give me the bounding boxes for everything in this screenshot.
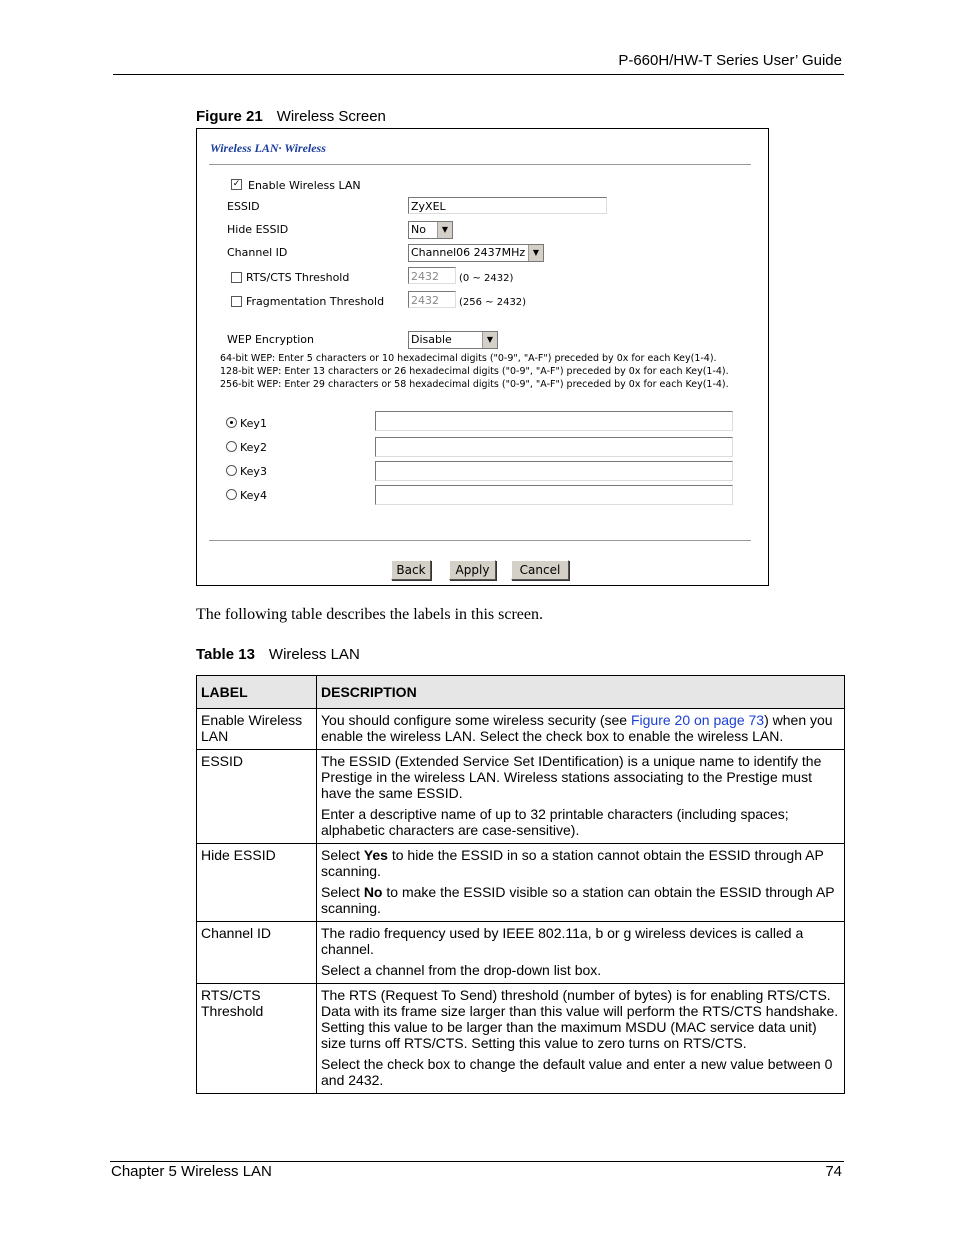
row-description [317, 844, 845, 922]
hide-essid-select[interactable] [408, 221, 453, 239]
wep-note-128: 128-bit WEP: Enter 13 characters or 26 hexadecimal digits ("0-9", "A-F") preceded by 0x for each Key(1-4). [220, 366, 729, 377]
table-header-row [197, 676, 845, 709]
figure-number: Figure 21 [196, 108, 263, 125]
row-label: Channel ID [197, 922, 317, 984]
footer-chapter: Chapter 5 Wireless LAN [111, 1163, 272, 1180]
description-table [196, 675, 845, 1094]
footer-rule [110, 1161, 844, 1162]
desc-bold: Yes [363, 847, 388, 863]
key4-input[interactable] [375, 485, 733, 505]
frag-range: (256 ~ 2432) [459, 297, 527, 308]
enable-wireless-label: Enable Wireless LAN [248, 179, 361, 192]
row-label: ESSID [197, 750, 317, 844]
table-row [197, 844, 845, 922]
table-number: Table 13 [196, 646, 255, 663]
desc-bold: No [363, 884, 383, 900]
desc-para: Select the check box to change the default value and enter a new value between 0 and 2432. [321, 1056, 833, 1088]
essid-input[interactable]: ZyXEL [408, 197, 607, 214]
frag-checkbox[interactable] [231, 296, 242, 307]
desc-text: Select [321, 884, 364, 900]
row-description [317, 922, 845, 984]
intro-text: The following table describes the labels in this screen. [196, 606, 544, 623]
table-row [197, 922, 845, 984]
screen-bottom-rule [209, 540, 751, 542]
col-label-header: LABEL [197, 676, 317, 709]
table-row [197, 709, 845, 750]
figure-caption [196, 108, 386, 125]
row-description [317, 984, 845, 1094]
desc-text: to hide the ESSID in so a station cannot obtain the ESSID through AP scanning. [321, 847, 824, 879]
table-row [197, 984, 845, 1094]
row-description [317, 750, 845, 844]
table-row [197, 750, 845, 844]
desc-para: Enter a descriptive name of up to 32 printable characters (including spaces; alphabetic characters are case-sensitive). [321, 806, 789, 838]
col-description-header: DESCRIPTION [317, 676, 845, 709]
wep-label: WEP Encryption [227, 333, 315, 346]
frag-label: Fragmentation Threshold [246, 295, 385, 308]
key2-radio[interactable] [226, 441, 237, 452]
desc-para: The ESSID (Extended Service Set IDentification) is a unique name to identify the Prestige in the wireless LAN. Wireless stations associating to the Prestige must have the same ESSID. [321, 753, 822, 801]
key3-input[interactable] [375, 461, 733, 481]
hide-essid-label: Hide ESSID [227, 223, 289, 236]
key1-input[interactable] [375, 411, 733, 431]
wireless-screen [196, 128, 769, 586]
wep-note-256: 256-bit WEP: Enter 29 characters or 58 hexadecimal digits ("0-9", "A-F") preceded by 0x for each Key(1-4). [220, 379, 729, 390]
table-caption-text: Wireless LAN [268, 646, 360, 663]
channel-label: Channel ID [227, 246, 288, 259]
rts-range: (0 ~ 2432) [459, 273, 514, 284]
key3-radio[interactable] [226, 465, 237, 476]
wep-note-64: 64-bit WEP: Enter 5 characters or 10 hexadecimal digits ("0-9", "A-F") preceded by 0x for each Key(1-4). [220, 353, 717, 364]
key4-radio[interactable] [226, 489, 237, 500]
row-label: Hide ESSID [197, 844, 317, 922]
key1-label: Key1 [240, 417, 267, 430]
table-caption [196, 646, 360, 663]
key4-label: Key4 [240, 489, 267, 502]
key2-label: Key2 [240, 441, 267, 454]
cancel-button[interactable]: Cancel [511, 560, 569, 580]
desc-text: Select [321, 847, 364, 863]
rts-label: RTS/CTS Threshold [246, 271, 350, 284]
hide-essid-value: No [411, 223, 426, 236]
channel-value: Channel06 2437MHz [411, 246, 526, 259]
key2-input[interactable] [375, 437, 733, 457]
essid-label: ESSID [227, 200, 260, 213]
desc-text: You should configure some wireless security (see [321, 712, 631, 728]
chevron-down-icon[interactable]: ▼ [482, 332, 497, 348]
figure-link[interactable]: Figure 20 on page 73 [630, 712, 765, 728]
key1-radio[interactable] [226, 417, 237, 428]
frag-input[interactable]: 2432 [408, 291, 456, 308]
chevron-down-icon[interactable]: ▼ [528, 245, 543, 261]
page-number: 74 [825, 1163, 842, 1180]
screen-title-rule [209, 164, 751, 166]
header-rule [113, 74, 844, 75]
desc-para: The RTS (Request To Send) threshold (number of bytes) is for enabling RTS/CTS. Data with its frame size larger than this value will perform the RTS/CTS handshake. Setting this value to be larger than the maximum MSDU (MAC service data unit) size turns off RTS/CTS. Setting this value to zero turns on RTS/CTS. [321, 987, 839, 1051]
desc-text: ) when you enable the wireless LAN. Select the check box to enable the wireless LAN. [321, 712, 833, 744]
enable-wireless-checkbox[interactable]: ✓ [232, 179, 241, 189]
figure-caption-text: Wireless Screen [276, 108, 386, 125]
screen-title: Wireless LAN· Wireless [210, 141, 326, 155]
rts-checkbox[interactable] [231, 272, 242, 283]
row-label: Enable Wireless LAN [197, 709, 317, 750]
desc-para: Select a channel from the drop-down list box. [321, 962, 602, 978]
apply-button[interactable]: Apply [449, 560, 496, 580]
channel-select[interactable] [408, 244, 544, 262]
row-description [317, 709, 845, 750]
guide-title: P-660H/HW-T Series User’ Guide [618, 52, 842, 69]
row-label: RTS/CTS Threshold [197, 984, 317, 1094]
desc-text: to make the ESSID visible so a station can obtain the ESSID through AP scanning. [321, 884, 835, 916]
chevron-down-icon[interactable]: ▼ [437, 222, 452, 238]
desc-para: The radio frequency used by IEEE 802.11a, b or g wireless devices is called a channel. [321, 925, 804, 957]
back-button[interactable]: Back [391, 560, 431, 580]
rts-input[interactable]: 2432 [408, 267, 456, 284]
wep-value: Disable [411, 333, 452, 346]
key3-label: Key3 [240, 465, 267, 478]
wep-select[interactable] [408, 331, 498, 349]
